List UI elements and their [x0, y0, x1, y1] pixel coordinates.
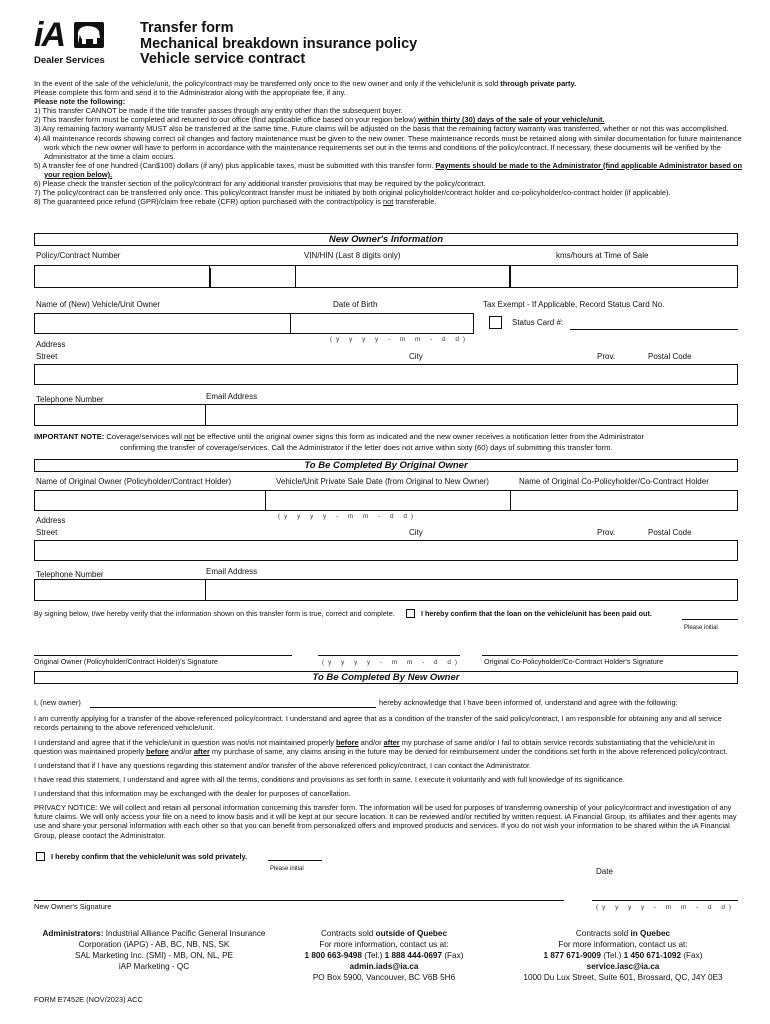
- note-5: 5) A transfer fee of one hundred (Can$100) dollars (if any) plus applicable taxes, must be submitted with this transfer form. Payments should be made to the Administrator (find applicable Administrator based on your region below).: [34, 160, 742, 179]
- status-card-checkbox[interactable]: [489, 316, 502, 329]
- orig-sig-date-line[interactable]: [318, 655, 460, 656]
- co-signature-line[interactable]: [482, 655, 738, 656]
- dob-label: Date of Birth: [333, 300, 378, 309]
- note-6: 6) Please check the transfer section of the policy/contract for any additional transfer provisions that may be required by the policy/contract.: [34, 179, 486, 189]
- page-title: Transfer form: [140, 20, 234, 36]
- divider: [205, 404, 206, 426]
- vin-input[interactable]: [295, 265, 510, 288]
- new-owner-name-input[interactable]: [34, 313, 474, 334]
- acknowledge-text: hereby acknowledge that I have been informed of, understand and agree with the following:: [379, 698, 678, 707]
- kms-input[interactable]: [510, 265, 738, 288]
- new-owner-info-heading: New Owner's Information: [34, 233, 738, 246]
- intro-p2: Please complete this form and send it to the Administrator along with the appropriate fee, if any.: [34, 88, 346, 98]
- new-owner-signature-label: New Owner's Signature: [34, 902, 112, 911]
- new-owner-date-hint: (y y y y - m m - d d): [596, 904, 736, 911]
- loan-initial-line[interactable]: [682, 619, 738, 620]
- privacy-notice: PRIVACY NOTICE: We will collect and retain all personal information concerning this transfer form. The information will be used for purposes of transferring ownership of your policy/contract and investigation of any future claims. We will only access your file on a need to know basis and it will be kept at our secure location. It can be reviewed and/or rectified by written request. iA Financial Group, its affiliates and their agents may use and share your personal information with each other so that you can benefit from personalized offers and improved products and services. If you do not wish your information to be shared within the iA Financial Group, please contact the Administrator.: [34, 803, 737, 840]
- note-4: 4) All maintenance records showing correct oil changes and factory maintenance must be given to the new owner. These maintenance records must be retained along with similar documentation for future maintenance work which the new owner will have to perform in accordance with the maintenance requirements set out in the terms and conditions of the policy/contract. If necessary, these documents will be verified by the Administrator at the time a claim occurs.: [34, 133, 742, 161]
- sale-date-format-hint: (y y y y - m m - d d): [278, 513, 418, 520]
- new-owner-p2: I understand and agree that if the vehicle/unit in question was not/is not maintained properly before and/or after my purchase of same and/or I fail to obtain service records substantiating that the vehicle/unit in question was maintained properly before and/or after my purchase of same, any claims arising in the future may be denied for reimbursement under the conditions set forth in the above referenced policy/contract.: [34, 738, 728, 757]
- orig-signature-label: Original Owner (Policyholder/Contract Holder)'s Signature: [34, 657, 218, 666]
- loan-paid-checkbox[interactable]: [406, 609, 415, 618]
- orig-signature-line[interactable]: [34, 655, 292, 656]
- outside-quebec-block: Contracts sold outside of Quebec For more information, contact us at: 1 800 663-9498 (Tel.) 1 888 444-0697 (Fax) admin.iads@ia.ca PO Box 5900, Vancouver, BC V6B 5H6: [284, 928, 484, 983]
- intro-section: [34, 79, 744, 206]
- street-label: Street: [36, 352, 58, 361]
- new-owner-name-label: Name of (New) Vehicle/Unit Owner: [36, 300, 161, 309]
- quebec-email-link[interactable]: service.iasc@ia.ca: [586, 962, 660, 971]
- phone-email-input[interactable]: [34, 404, 738, 426]
- orig-street-label: Street: [36, 528, 58, 537]
- elephant-logo-icon: [74, 22, 104, 48]
- orig-prov-label: Prov.: [597, 528, 616, 537]
- vin-label: VIN/HIN (Last 8 digits only): [304, 251, 401, 260]
- orig-phone-email-input[interactable]: [34, 579, 738, 601]
- administrators-block: Administrators: Industrial Alliance Pacific General Insurance Corporation (iAPG) - AB, BC, NB, NS, SK SAL Marketing Inc. (SMI) - MB, ON, NL, PE iAP Marketing - QC: [42, 929, 266, 971]
- form-id: FORM E7452E (NOV/2023) ACC: [34, 995, 143, 1004]
- email-label: Email Address: [206, 392, 258, 401]
- phone-label: Telephone Number: [36, 395, 104, 404]
- sold-privately-label: I hereby confirm that the vehicle/unit was sold privately.: [51, 852, 248, 861]
- page-subtitle-1: Mechanical breakdown insurance policy: [140, 35, 418, 52]
- prov-label: Prov.: [597, 352, 616, 361]
- new-owner-signature-line[interactable]: [34, 900, 564, 901]
- policy-number-input[interactable]: [34, 265, 210, 288]
- status-card-label: Status Card #:: [512, 318, 564, 327]
- original-owner-heading: To Be Completed By Original Owner: [34, 459, 738, 472]
- divider: [210, 268, 211, 288]
- new-owner-p1: I am currently applying for a transfer of the above referenced policy/contract. I understand and agree that as a condition of the transfer of the said policy/contract, I am responsible for obtaining any and all service records pertaining to the above referenced vehicle/unit.: [34, 714, 722, 733]
- ia-logo: iA: [34, 16, 64, 54]
- important-note: IMPORTANT NOTE: Coverage/services will not be effective until the original owner signs this form as indicated and the new owner receives a notification letter from the Administrator: [34, 432, 645, 441]
- original-owner-row[interactable]: [34, 490, 738, 511]
- note-8: 8) The guaranteed price refund (GPR)/claim free rebate (CFR) option purchased with the contract/policy is not transferable.: [34, 197, 437, 207]
- orig-email-label: Email Address: [206, 567, 258, 576]
- new-owner-i-label: I, (new owner): [34, 698, 81, 707]
- new-owner-p3: I understand that if I have any questions regarding this statement and/or transfer of the above referenced policy/contract, I can contact the Administrator.: [34, 761, 532, 770]
- new-owner-heading: To Be Completed By New Owner: [34, 671, 738, 684]
- orig-address-input[interactable]: [34, 540, 738, 561]
- sale-date-label: Vehicle/Unit Private Sale Date (from Original to New Owner): [276, 477, 489, 486]
- sold-privately-checkbox[interactable]: [36, 852, 45, 861]
- new-owner-p5: I understand that this information may be exchanged with the dealer for purposes of cancellation.: [34, 789, 351, 798]
- important-note-2: confirming the transfer of coverage/services. Call the Administrator if the letter does not arrive within sixty (60) days of submitting this transfer form.: [120, 443, 613, 452]
- form-titles: [140, 21, 417, 68]
- intro-p1: In the event of the sale of the vehicle/unit, the policy/contract may be transferred only once to the new owner and only if the vehicle/unit is sold through private party.: [34, 79, 577, 88]
- note-1: 1) This transfer CANNOT be made if the title transfer passes through any entity other than the subsequent buyer.: [34, 106, 403, 116]
- kms-label: kms/hours at Time of Sale: [556, 251, 649, 260]
- note-2: 2) This transfer form must be completed and returned to our office (find applicable office based on your region below) within thirty (30) days of the sale of your vehicle/unit.: [34, 115, 605, 125]
- original-owner-name-label: Name of Original Owner (Policyholder/Contract Holder): [36, 477, 232, 486]
- date-label: Date: [596, 867, 613, 876]
- note-heading: Please note the following:: [34, 97, 126, 107]
- quebec-block: Contracts sold in Quebec For more information, contact us at: 1 877 671-9009 (Tel.) 1 450 671-1092 (Fax) service.iasc@ia.ca 1000 Du Lux Street, Suite 601, Brossard, QC, J4Y 0E3: [508, 928, 738, 983]
- orig-address-label: Address: [36, 516, 66, 525]
- private-initial-label: Please initial: [270, 866, 304, 872]
- address-label: Address: [36, 340, 66, 349]
- orig-city-label: City: [409, 528, 423, 537]
- co-signature-label: Original Co-Policyholder/Co-Contract Holder's Signature: [484, 657, 664, 666]
- verify-text: By signing below, I/we hereby verify that the information shown on this transfer form is true, correct and complete.: [34, 609, 395, 618]
- divider: [290, 313, 291, 334]
- divider: [205, 579, 206, 601]
- co-holder-name-label: Name of Original Co-Policyholder/Co-Contract Holder: [519, 477, 709, 486]
- loan-paid-label: I hereby confirm that the loan on the vehicle/unit has been paid out.: [421, 609, 652, 618]
- city-label: City: [409, 352, 423, 361]
- outside-email-link[interactable]: admin.iads@ia.ca: [349, 962, 419, 971]
- loan-initial-label: Please initial: [684, 625, 718, 631]
- new-owner-name-line[interactable]: [90, 707, 376, 708]
- tax-exempt-label: Tax Exempt - If Applicable, Record Status Card No.: [483, 300, 665, 309]
- new-owner-p4: I have read this statement, I understand and agree with all the terms, conditions and provisions as set forth in same. I execute it voluntarily and with full knowledge of its significance.: [34, 775, 625, 784]
- logo-subtitle: Dealer Services: [34, 55, 105, 66]
- postal-code-label: Postal Code: [648, 352, 692, 361]
- divider: [265, 490, 266, 511]
- note-7: 7) The policy/contract can be transferred only once. This policy/contract transfer must be initiated by both original policyholder/contract holder and co-policyholder/co-contract holder (if applicable).: [34, 188, 671, 198]
- divider: [510, 490, 511, 511]
- address-input[interactable]: [34, 364, 738, 385]
- policy-number-label: Policy/Contract Number: [36, 251, 121, 260]
- dob-format-hint: (y y y y - m m - d d): [330, 336, 470, 343]
- note-3: 3) Any remaining factory warranty MUST also be transferred at the same time. Future claims will be adjusted on the basis that the remaining factory warranty was transferred, whether or not this was accomplished.: [34, 124, 729, 134]
- orig-phone-label: Telephone Number: [36, 570, 104, 579]
- orig-sig-date-hint: (y y y y - m m - d d): [322, 659, 462, 666]
- orig-postal-label: Postal Code: [648, 528, 692, 537]
- page-subtitle-2: Vehicle service contract: [140, 51, 306, 67]
- status-card-input[interactable]: [570, 329, 738, 330]
- private-initial-line[interactable]: [268, 860, 322, 861]
- new-owner-date-line[interactable]: [592, 900, 738, 901]
